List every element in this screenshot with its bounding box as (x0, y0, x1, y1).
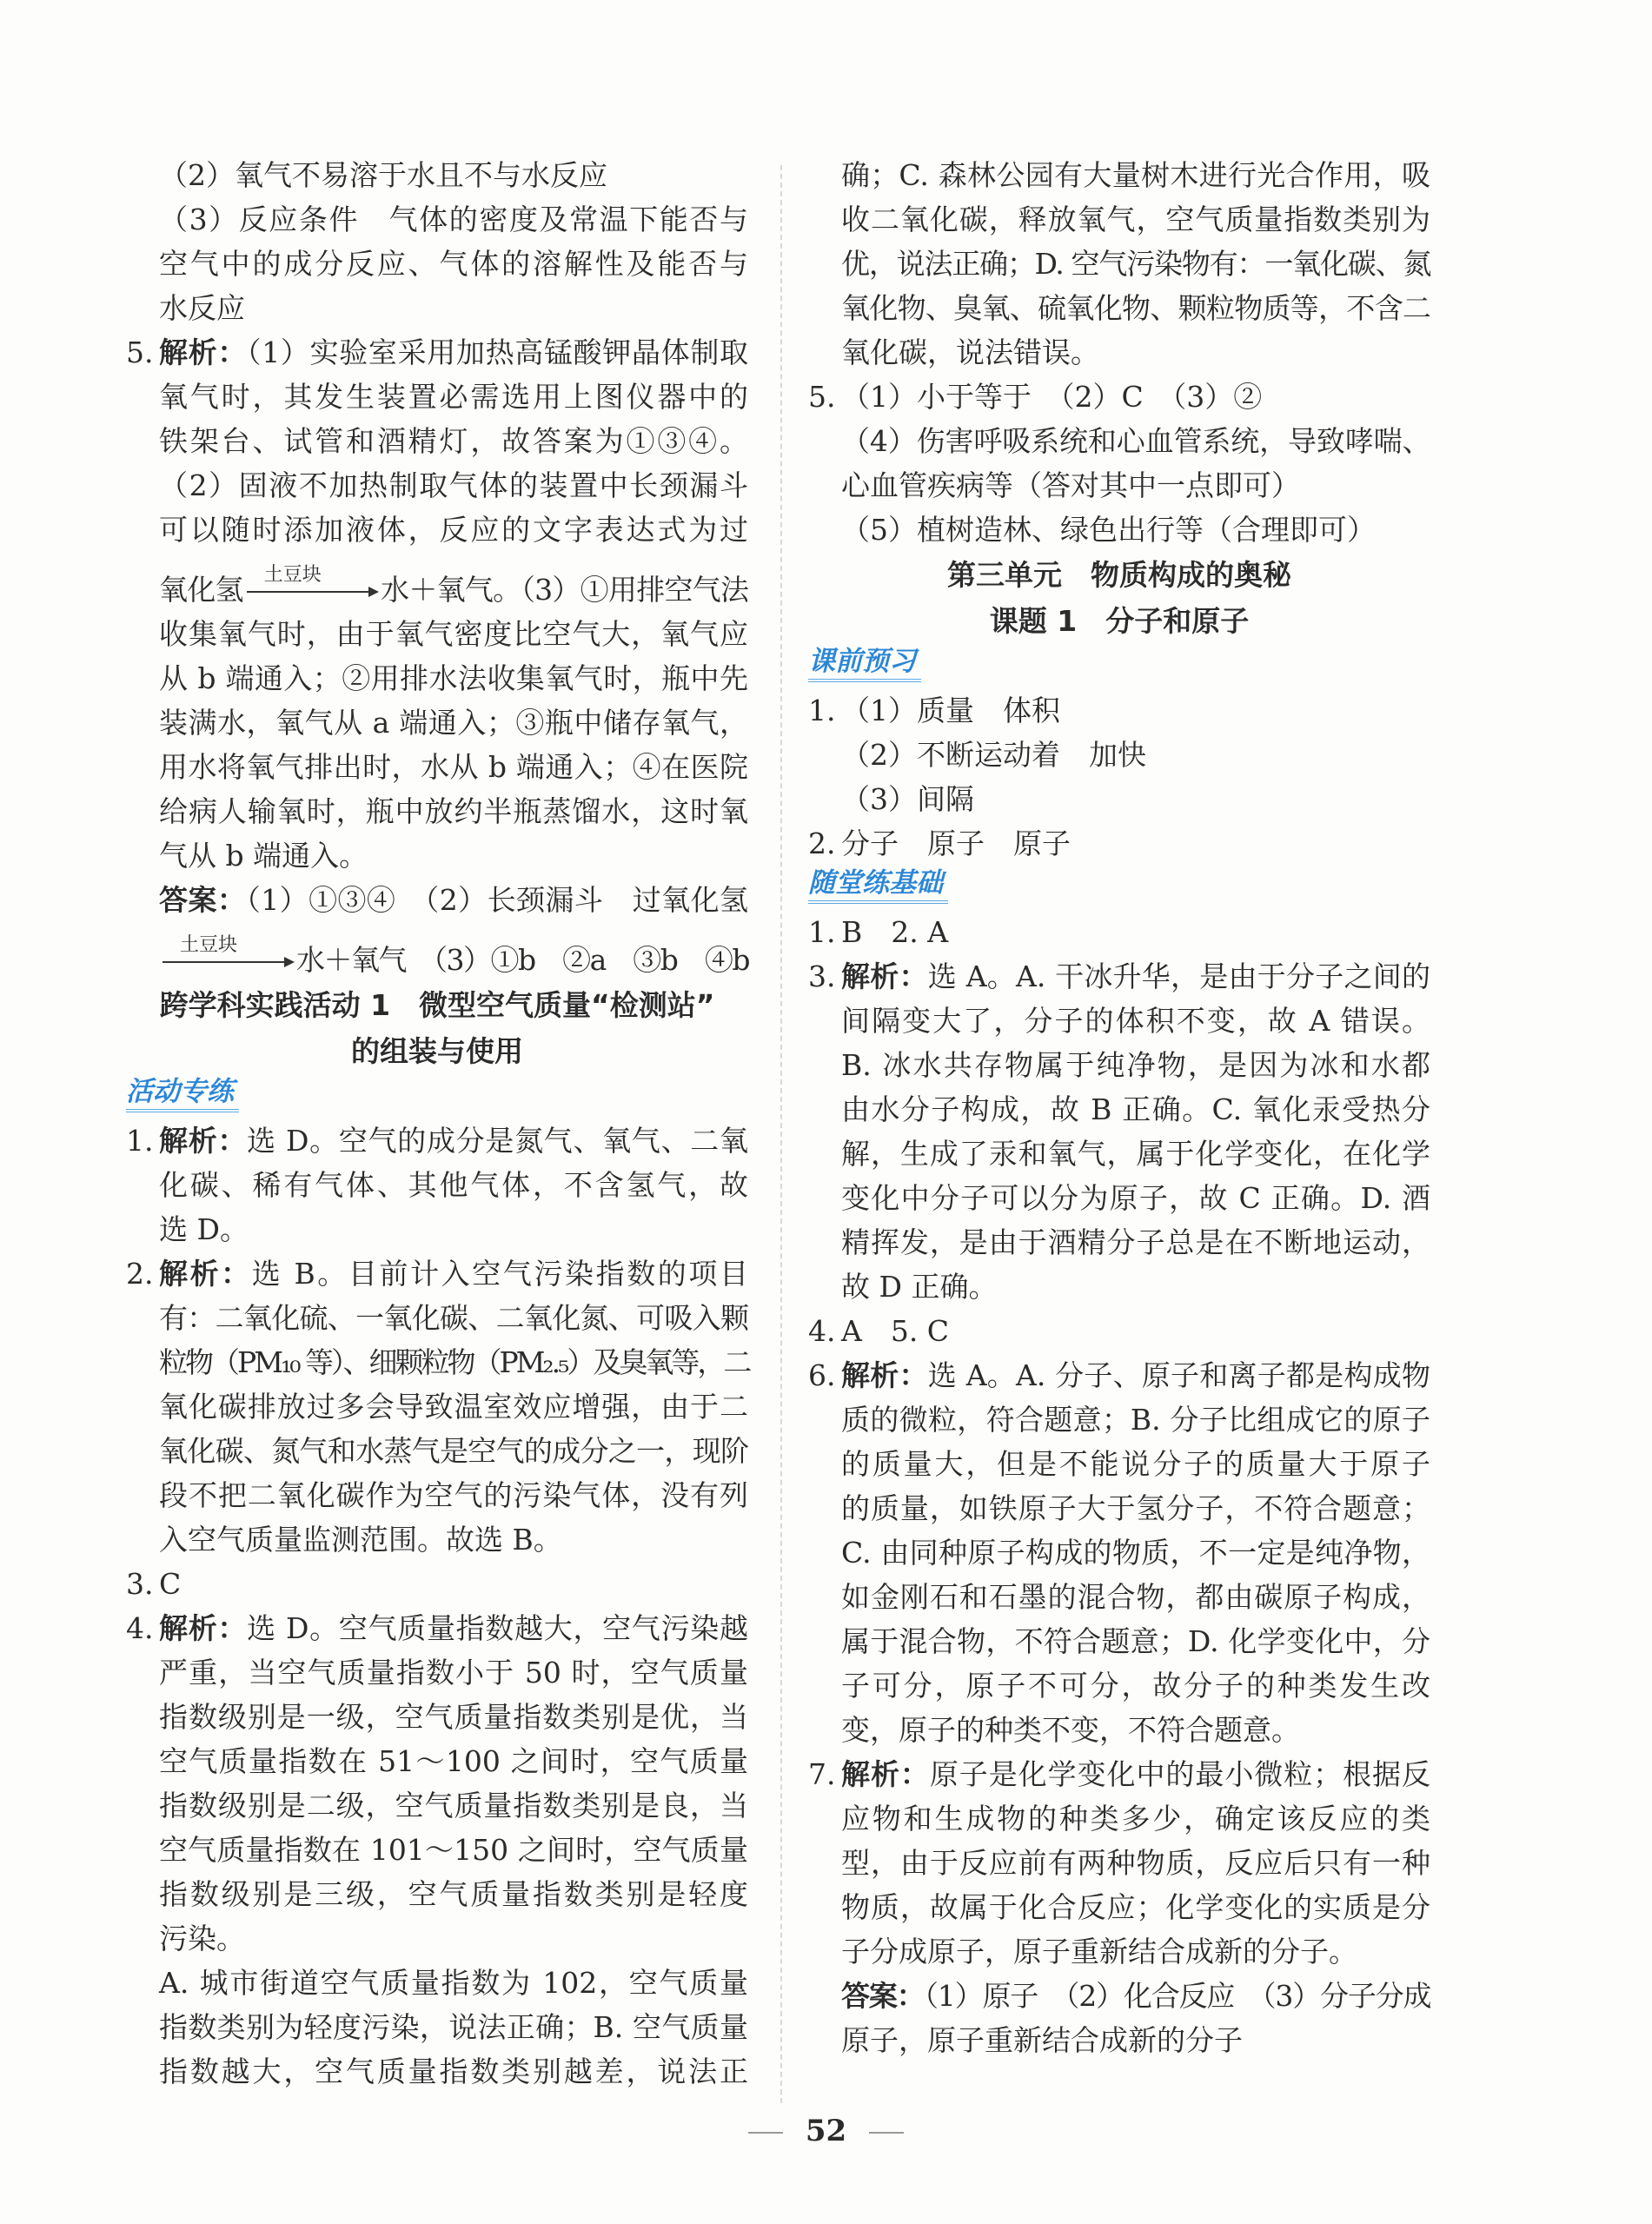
item-number: 5. (808, 380, 836, 414)
answer-item (126, 1119, 748, 1251)
line-text: 故 D 正确。 (841, 1270, 998, 1304)
line-text: （1）小于等于 （2）C （3）② (841, 380, 1263, 414)
answer-item (808, 1309, 1430, 1353)
text-line (808, 1619, 1430, 1663)
reaction-condition: 土豆块 (180, 934, 238, 956)
text-line (808, 1575, 1430, 1619)
text-line (126, 330, 748, 375)
answer-item (126, 1606, 748, 1961)
line-text: （1）原子 （2）化合反应 （3）分子分成 (924, 1979, 1430, 2013)
line-text: 氧化物、臭氧、硫氧化物、颗粒物质等，不含二 (841, 291, 1430, 325)
heading-line: 的组装与使用 (351, 1034, 523, 1068)
item-number: 1. (808, 694, 836, 727)
answer-item (808, 508, 1430, 552)
line-text: 的质量，如铁原子大于氢分子，不符合题意； (841, 1491, 1430, 1525)
heading-line: 课题 1 分子和原子 (989, 604, 1250, 638)
heading-line: 跨学科实践活动 1 微型空气质量“检测站” (159, 988, 715, 1022)
text-line (126, 1429, 748, 1473)
answer-item (126, 1562, 748, 1606)
text-line (126, 1695, 748, 1739)
item-number: 6. (808, 1358, 836, 1392)
text-line (808, 1708, 1430, 1752)
line-text: （3）反应条件 气体的密度及常温下能否与 (159, 202, 748, 236)
text-line (126, 1961, 748, 2005)
text-line (126, 1251, 748, 1296)
text-line (126, 656, 748, 700)
text-line (808, 1663, 1430, 1708)
line-text: 精挥发，是由于酒精分子总是在不断地运动， (841, 1225, 1430, 1259)
line-text: 收集氧气时，由于氧气密度比空气大，氧气应 (159, 617, 748, 651)
text-line (808, 463, 1430, 508)
text-line (808, 1885, 1430, 1929)
line-text: （5）植树造林、绿色出行等（合理即可） (841, 513, 1376, 547)
text-line (808, 1796, 1430, 1841)
answer-item (808, 1353, 1430, 1752)
line-text: 型，由于反应前有两种物质，反应后只有一种 (841, 1846, 1430, 1880)
answer-item (126, 1251, 748, 1562)
page-number: 52 (805, 2114, 847, 2148)
line-text: 段不把二氧化碳作为空气的污染气体，没有列 (159, 1478, 748, 1512)
answer-item (808, 1752, 1430, 1974)
text-line (808, 1309, 1430, 1353)
line-text: 空气质量指数在 51～100 之间时，空气质量 (159, 1744, 748, 1778)
item-number: 7. (808, 1757, 836, 1791)
line-text: 子分成原子，原子重新结合成新的分子。 (841, 1935, 1357, 1968)
reaction-condition: 土豆块 (263, 564, 322, 586)
line-text: 入空气质量监测范围。故选 B。 (159, 1523, 562, 1557)
line-text: （2）不断运动着 加快 (841, 738, 1146, 772)
line-text: （2）固液不加热制取气体的装置中长颈漏斗 (159, 468, 748, 502)
answer-item (126, 153, 748, 197)
answer-label: 解析： (159, 1124, 248, 1158)
line-text: 子可分，原子不可分，故分子的种类发生改 (841, 1669, 1430, 1703)
text-line (808, 1486, 1430, 1530)
section-heading (126, 982, 748, 1074)
line-text: （1）实验室采用加热高锰酸钾晶体制取 (247, 335, 749, 369)
line-text: 气从 b 端通入。 (159, 839, 368, 873)
text-line (808, 1265, 1430, 1309)
footer-rule-right (869, 2132, 904, 2134)
line-text: 化碳、稀有气体、其他气体，不含氢气，故 (159, 1168, 748, 1202)
line-text: 物质，故属于化合反应；化学变化的实质是分 (841, 1890, 1430, 1924)
answer-item (126, 878, 748, 982)
line-text: 铁架台、试管和酒精灯，故答案为①③④。 (159, 424, 748, 458)
answer-label: 答案： (159, 883, 247, 917)
text-line (808, 1043, 1430, 1087)
line-text: 如金刚石和石墨的混合物，都由碳原子构成， (841, 1580, 1430, 1614)
item-number: 1. (808, 915, 836, 949)
text-line (126, 1872, 748, 1916)
line-text: 指数级别是二级，空气质量指数类别是良，当 (159, 1789, 748, 1822)
line-text: A. 城市街道空气质量指数为 102，空气质量 (159, 1966, 748, 2000)
line-text: 指数类别为轻度污染，说法正确；B. 空气质量 (159, 2010, 748, 2044)
text-line (808, 419, 1430, 463)
answer-label: 解析： (159, 1611, 248, 1645)
answer-label: 解析： (159, 1257, 252, 1291)
text-line (126, 153, 748, 197)
left-column (126, 153, 748, 2094)
text-line (808, 1974, 1430, 2018)
text-line (808, 1397, 1430, 1442)
line-text: 用水将氧气排出时，水从 b 端通入；④在医院 (159, 750, 748, 784)
text-line (808, 1220, 1430, 1265)
text-line (808, 1087, 1430, 1132)
line-text: 氧气时，其发生装置必需选用上图仪器中的 (159, 380, 748, 414)
line-text: 空气质量指数在 101～150 之间时，空气质量 (159, 1833, 748, 1867)
answer-label: 解析： (841, 1757, 930, 1791)
text-line (808, 910, 1430, 954)
text-line (808, 508, 1430, 552)
line-text: （1）①③④ （2）长颈漏斗 过氧化氢 (246, 883, 749, 917)
text-line (126, 463, 748, 508)
line-text: 优，说法正确；D. 空气污染物有：一氧化碳、氮 (841, 247, 1430, 281)
line-text: 污染。 (159, 1922, 245, 1955)
answer-label: 解析： (841, 1358, 928, 1392)
text-line (808, 821, 1430, 866)
answer-item (808, 821, 1430, 866)
text-line (126, 286, 748, 330)
line-text: 选 A。A. 干冰升华，是由于分子之间的 (927, 959, 1430, 993)
line-text: 变化中分子可以分为原子，故 C 正确。D. 酒 (841, 1181, 1430, 1215)
answer-item (126, 1961, 748, 2094)
answer-label: 答案： (841, 1979, 925, 2013)
line-text: 原子是化学变化中的最小微粒；根据反 (929, 1757, 1431, 1791)
text-line (126, 1562, 748, 1606)
section-tag (808, 644, 1430, 688)
tag-line (808, 866, 1430, 910)
text-line (808, 1929, 1430, 1974)
line-text: B. 冰水共存物属于纯净物，是因为冰和水都 (841, 1048, 1430, 1082)
heading-line: 第三单元 物质构成的奥秘 (947, 558, 1291, 592)
answer-item (808, 954, 1430, 1309)
text-line (808, 330, 1430, 375)
item-number: 2. (126, 1257, 154, 1291)
text-line (126, 1296, 748, 1340)
line-text: 氧化碳排放过多会导致温室效应增强，由于二 (159, 1390, 748, 1424)
text-line (808, 1132, 1430, 1176)
answer-item (126, 197, 748, 330)
text-line (126, 197, 748, 242)
text-line (808, 375, 1430, 419)
line-text: 指数越大，空气质量指数类别越差，说法正 (159, 2055, 748, 2088)
tag-label: 课前预习 (808, 644, 921, 682)
text-line (126, 1384, 748, 1429)
text-line (126, 612, 748, 656)
text-line (808, 733, 1430, 777)
answer-item (808, 1974, 1430, 2062)
text-line (126, 1739, 748, 1783)
text-line (126, 878, 748, 922)
text-line (808, 1752, 1430, 1796)
column-divider (780, 165, 782, 2103)
tag-line (808, 644, 1430, 688)
reaction-arrow-icon (163, 934, 293, 963)
text-line (808, 1353, 1430, 1397)
text-line (126, 789, 748, 833)
answer-item (808, 733, 1430, 777)
line-text: 选 D。空气质量指数越大，空气污染越 (247, 1611, 748, 1645)
page-footer (0, 2114, 1652, 2148)
line-text: 间隔变大了，分子的体积不变，故 A 错误。 (841, 1004, 1430, 1038)
reaction-arrow-icon (247, 564, 377, 593)
text-line (126, 552, 748, 612)
answer-item (808, 375, 1430, 419)
line-text: 的质量大，但是不能说分子的质量大于原子 (841, 1447, 1430, 1481)
text-line (808, 242, 1430, 286)
reactant-text: 氧化氢 (159, 573, 243, 607)
text-line (126, 1783, 748, 1828)
answer-label: 解析： (159, 335, 248, 369)
text-line (126, 1119, 748, 1163)
answer-item (808, 910, 1430, 954)
line-text: 有：二氧化硫、一氧化碳、二氧化氮、可吸入颗 (159, 1301, 748, 1335)
line-text: B 2. A (841, 915, 949, 949)
item-number: 5. (126, 335, 154, 369)
line-text: 解，生成了汞和氧气，属于化学变化，在化学 (841, 1137, 1430, 1171)
text-line (126, 419, 748, 463)
line-text: 原子，原子重新结合成新的分子 (841, 2023, 1243, 2057)
tag-label: 随堂练基础 (808, 866, 948, 904)
line-text: 粒物（PM₁₀ 等）、细颗粒物（PM₂.₅）及臭氧等，二 (159, 1345, 750, 1379)
text-line (126, 1473, 748, 1517)
line-text: 装满水，氧气从 a 端通入；③瓶中储存氧气， (159, 706, 748, 740)
text-line (126, 508, 748, 552)
text-line (808, 688, 1430, 733)
text-line (126, 2005, 748, 2049)
text-line (808, 2018, 1430, 2062)
text-line (126, 1340, 748, 1384)
product-text: 水＋氧气。（3）①用排空气法 (380, 573, 748, 607)
line-text: 确；C. 森林公园有大量树木进行光合作用，吸 (841, 158, 1430, 192)
text-line (808, 954, 1430, 999)
line-text: 属于混合物，不符合题意；D. 化学变化中，分 (841, 1624, 1430, 1658)
text-line (808, 1841, 1430, 1885)
line-text: 由水分子构成，故 B 正确。C. 氧化汞受热分 (841, 1092, 1430, 1126)
tag-line (126, 1074, 748, 1119)
line-text: 严重，当空气质量指数小于 50 时，空气质量 (159, 1656, 748, 1690)
text-line (808, 777, 1430, 821)
text-line (126, 242, 748, 286)
text-line (126, 922, 748, 982)
line-text: （3）间隔 (841, 782, 974, 816)
line-text: 分子 原子 原子 (841, 827, 1071, 860)
line-text: 指数级别是一级，空气质量指数类别是优，当 (159, 1700, 748, 1734)
line-text: 给病人输氧时，瓶中放约半瓶蒸馏水，这时氧 (159, 794, 748, 828)
text-line (808, 1176, 1430, 1220)
line-text: 选 D。 (159, 1212, 249, 1246)
answer-label: 解析： (841, 959, 928, 993)
answer-item (808, 688, 1430, 733)
text-line (126, 1163, 748, 1207)
text-line (126, 833, 748, 878)
text-line (126, 700, 748, 745)
line-text: 质的微粒，符合题意；B. 分子比组成它的原子 (841, 1403, 1430, 1437)
line-text: （1）质量 体积 (841, 694, 1060, 727)
line-text: 从 b 端通入；②用排水法收集氧气时，瓶中先 (159, 661, 748, 695)
section-tag (126, 1074, 748, 1119)
text-line (808, 153, 1430, 197)
line-text: 氧化碳，说法错误。 (841, 335, 1099, 369)
text-line (808, 999, 1430, 1043)
text-line (126, 2049, 748, 2094)
text-line (126, 1650, 748, 1695)
line-text: C (159, 1567, 182, 1601)
item-number: 4. (126, 1611, 154, 1645)
line-text: （4）伤害呼吸系统和心血管系统，导致哮喘、 (841, 424, 1430, 458)
item-number: 4. (808, 1314, 836, 1348)
item-number: 1. (126, 1124, 154, 1158)
text-line (126, 745, 748, 789)
line-text: 水反应 (159, 291, 245, 325)
item-number: 3. (126, 1567, 154, 1601)
text-line (126, 1517, 748, 1562)
line-text: 空气中的成分反应、气体的溶解性及能否与 (159, 247, 748, 281)
section-tag (808, 866, 1430, 910)
line-text: 心血管疾病等（答对其中一点即可） (841, 468, 1300, 502)
tag-label: 活动专练 (126, 1074, 239, 1112)
text-line (126, 375, 748, 419)
line-text: 选 D。空气的成分是氮气、氧气、二氧 (247, 1124, 748, 1158)
item-number: 2. (808, 827, 836, 860)
text-line (808, 286, 1430, 330)
text-line (126, 1606, 748, 1650)
text-line (808, 197, 1430, 242)
footer-rule-left (748, 2132, 783, 2134)
line-text: 指数级别是三级，空气质量指数类别是轻度 (159, 1877, 748, 1911)
text-line (808, 1442, 1430, 1486)
line-text: 变，原子的种类不变，不符合题意。 (841, 1713, 1300, 1747)
line-text: 选 A。A. 分子、原子和离子都是构成物 (927, 1358, 1430, 1392)
item-number: 3. (808, 959, 836, 993)
line-text: 收二氧化碳，释放氧气，空气质量指数类别为 (841, 202, 1430, 236)
line-text: 应物和生成物的种类多少，确定该反应的类 (841, 1802, 1430, 1836)
line-text: （2）氧气不易溶于水且不与水反应 (159, 158, 607, 192)
product-text: 水＋氧气 （3）①b ②a ③b ④b (296, 943, 750, 977)
line-text: C. 由同种原子构成的物质，不一定是纯净物， (841, 1536, 1430, 1570)
answer-item (808, 153, 1430, 375)
line-text: A 5. C (841, 1314, 950, 1348)
text-line (126, 1207, 748, 1251)
answer-item (808, 777, 1430, 821)
right-column (808, 153, 1430, 2062)
text-line (126, 1916, 748, 1961)
line-text: 选 B。目前计入空气污染指数的项目 (251, 1257, 748, 1291)
line-text: 氧化碳、氮气和水蒸气是空气的成分之一，现阶 (159, 1434, 748, 1468)
text-line (808, 1530, 1430, 1575)
answer-item (808, 419, 1430, 508)
section-heading (808, 552, 1430, 644)
line-text: 可以随时添加液体，反应的文字表达式为过 (159, 513, 748, 547)
text-line (126, 1828, 748, 1872)
answer-item (126, 330, 748, 878)
